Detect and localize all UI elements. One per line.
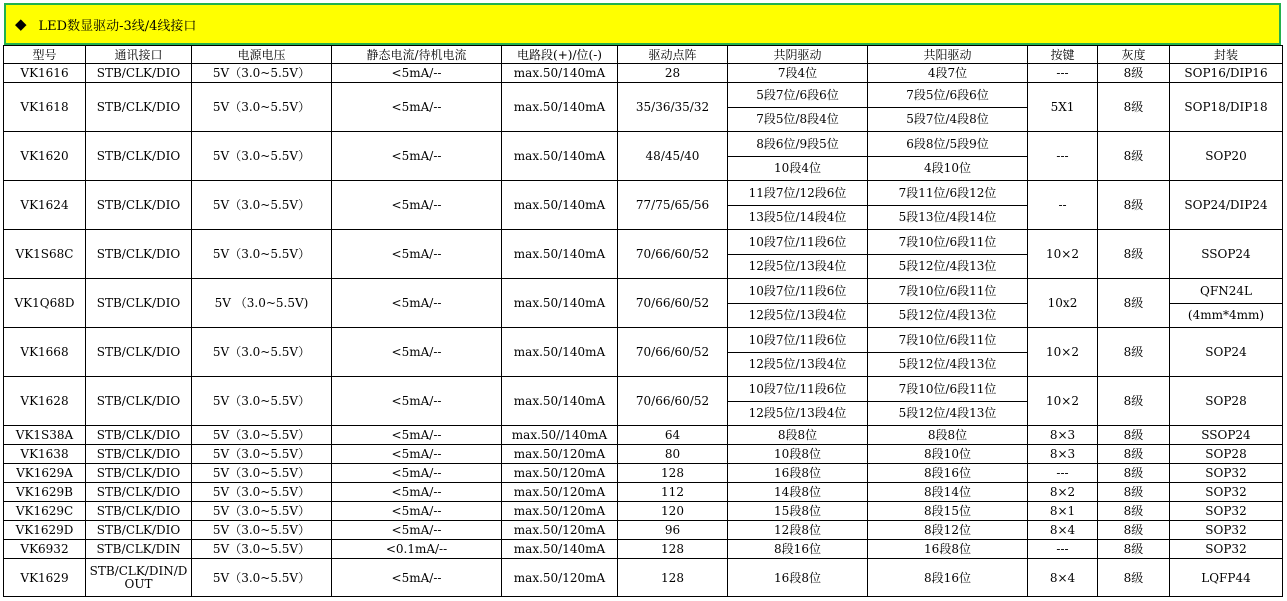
keys-cell: 10x2 xyxy=(1028,279,1098,328)
keys-cell: -- xyxy=(1028,181,1098,230)
circuit-cell: max.50/140mA xyxy=(502,328,618,377)
current-cell: <5mA/-- xyxy=(332,464,502,483)
anode-cell: 8段14位 xyxy=(868,483,1028,502)
cathode-cell: 10段8位 xyxy=(728,445,868,464)
table-row xyxy=(4,464,1283,483)
model-cell: VK1629C xyxy=(4,502,86,521)
cathode-cell: 8段16位 xyxy=(728,540,868,559)
grayscale-cell: 8级 xyxy=(1098,377,1170,426)
keys-cell: 10×2 xyxy=(1028,328,1098,377)
anode-cell-line: 7段10位/6段11位 xyxy=(898,234,997,249)
cathode-cell: 16段8位 xyxy=(728,464,868,483)
keys-cell: 8×4 xyxy=(1028,559,1098,597)
keys-cell: --- xyxy=(1028,64,1098,83)
cathode-cell: 16段8位 xyxy=(728,559,868,597)
voltage-cell: 5V（3.0~5.5V） xyxy=(192,181,332,230)
header-row xyxy=(4,46,1283,64)
interface-cell: STB/CLK/DIO xyxy=(86,279,192,328)
cathode-cell-line: 13段5位/14段4位 xyxy=(728,205,867,230)
interface-cell: STB/CLK/DIO xyxy=(86,426,192,445)
model-cell: VK1668 xyxy=(4,328,86,377)
circuit-cell: max.50/140mA xyxy=(502,377,618,426)
interface-cell: STB/CLK/DIO xyxy=(86,230,192,279)
cathode-cell-line: 12段5位/13段4位 xyxy=(728,254,867,279)
anode-cell xyxy=(868,328,1028,377)
table-row xyxy=(4,181,1283,230)
voltage-cell: 5V （3.0~5.5V) xyxy=(192,279,332,328)
table-row xyxy=(4,426,1283,445)
keys-cell: 5X1 xyxy=(1028,83,1098,132)
table-row xyxy=(4,559,1283,597)
grayscale-cell: 8级 xyxy=(1098,426,1170,445)
matrix-cell: 120 xyxy=(618,502,728,521)
model-cell: VK1Q68D xyxy=(4,279,86,328)
grayscale-cell: 8级 xyxy=(1098,279,1170,328)
title-banner xyxy=(4,3,1281,45)
model-cell: VK6932 xyxy=(4,540,86,559)
anode-cell xyxy=(868,181,1028,230)
voltage-cell: 5V（3.0~5.5V） xyxy=(192,426,332,445)
circuit-cell: max.50/140mA xyxy=(502,279,618,328)
cathode-cell xyxy=(728,132,868,181)
current-cell: <5mA/-- xyxy=(332,426,502,445)
table-row xyxy=(4,64,1283,83)
header-cell: 共阴驱动 xyxy=(728,46,868,64)
voltage-cell: 5V（3.0~5.5V） xyxy=(192,230,332,279)
matrix-cell: 48/45/40 xyxy=(618,132,728,181)
cathode-cell xyxy=(728,230,868,279)
model-cell: VK1629 xyxy=(4,559,86,597)
anode-cell-line: 7段10位/6段11位 xyxy=(898,381,997,396)
model-cell: VK1S68C xyxy=(4,230,86,279)
interface-cell: STB/CLK/DIO xyxy=(86,445,192,464)
grayscale-cell: 8级 xyxy=(1098,230,1170,279)
cathode-cell xyxy=(728,377,868,426)
current-cell: <5mA/-- xyxy=(332,377,502,426)
current-cell: <5mA/-- xyxy=(332,230,502,279)
matrix-cell: 80 xyxy=(618,445,728,464)
grayscale-cell: 8级 xyxy=(1098,181,1170,230)
cathode-cell-line: 8段6位/9段5位 xyxy=(756,136,839,151)
table-row xyxy=(4,502,1283,521)
cathode-cell: 8段8位 xyxy=(728,426,868,445)
circuit-cell: max.50/140mA xyxy=(502,181,618,230)
current-cell: <5mA/-- xyxy=(332,483,502,502)
grayscale-cell: 8级 xyxy=(1098,559,1170,597)
voltage-cell: 5V（3.0~5.5V） xyxy=(192,483,332,502)
anode-cell-line: 5段13位/4段14位 xyxy=(868,205,1027,230)
model-cell: VK1629A xyxy=(4,464,86,483)
keys-cell: --- xyxy=(1028,132,1098,181)
keys-cell: 8×3 xyxy=(1028,445,1098,464)
voltage-cell: 5V（3.0~5.5V） xyxy=(192,83,332,132)
cathode-cell: 7段4位 xyxy=(728,64,868,83)
header-cell: 型号 xyxy=(4,46,86,64)
header-cell: 按键 xyxy=(1028,46,1098,64)
anode-cell-line: 5段12位/4段13位 xyxy=(868,352,1027,377)
table-row xyxy=(4,132,1283,181)
table-row xyxy=(4,328,1283,377)
cathode-cell: 12段8位 xyxy=(728,521,868,540)
anode-cell xyxy=(868,132,1028,181)
circuit-cell: max.50/120mA xyxy=(502,464,618,483)
current-cell: <5mA/-- xyxy=(332,64,502,83)
cathode-cell-line: 5段7位/6段6位 xyxy=(756,87,839,102)
model-cell: VK1629D xyxy=(4,521,86,540)
current-cell: <5mA/-- xyxy=(332,328,502,377)
circuit-cell: max.50//140mA xyxy=(502,426,618,445)
cathode-cell-line: 12段5位/13段4位 xyxy=(728,352,867,377)
package-cell: SOP32 xyxy=(1170,521,1283,540)
grayscale-cell: 8级 xyxy=(1098,540,1170,559)
matrix-cell: 64 xyxy=(618,426,728,445)
cathode-cell-line: 10段7位/11段6位 xyxy=(748,332,847,347)
package-cell: SOP16/DIP16 xyxy=(1170,64,1283,83)
cathode-cell-line: 10段7位/11段6位 xyxy=(748,234,847,249)
matrix-cell: 128 xyxy=(618,464,728,483)
current-cell: <0.1mA/-- xyxy=(332,540,502,559)
table-row xyxy=(4,83,1283,132)
interface-cell: STB/CLK/DIO xyxy=(86,64,192,83)
package-cell: SOP24/DIP24 xyxy=(1170,181,1283,230)
circuit-cell: max.50/120mA xyxy=(502,445,618,464)
anode-cell-line: 6段8位/5段9位 xyxy=(906,136,989,151)
banner-title: LED数显驱动-3线/4线接口 xyxy=(38,18,197,34)
matrix-cell: 128 xyxy=(618,559,728,597)
cathode-cell-line: 10段4位 xyxy=(728,156,867,181)
cathode-cell-line: 12段5位/13段4位 xyxy=(728,303,867,328)
table-row xyxy=(4,521,1283,540)
grayscale-cell: 8级 xyxy=(1098,328,1170,377)
grayscale-cell: 8级 xyxy=(1098,483,1170,502)
voltage-cell: 5V（3.0~5.5V） xyxy=(192,445,332,464)
current-cell: <5mA/-- xyxy=(332,279,502,328)
package-cell: SOP24 xyxy=(1170,328,1283,377)
anode-cell-line: 7段10位/6段11位 xyxy=(898,332,997,347)
package-cell: SOP28 xyxy=(1170,377,1283,426)
anode-cell: 8段10位 xyxy=(868,445,1028,464)
anode-cell: 16段8位 xyxy=(868,540,1028,559)
grayscale-cell: 8级 xyxy=(1098,64,1170,83)
grayscale-cell: 8级 xyxy=(1098,132,1170,181)
cathode-cell xyxy=(728,328,868,377)
voltage-cell: 5V（3.0~5.5V） xyxy=(192,64,332,83)
table-body xyxy=(4,64,1283,597)
circuit-cell: max.50/140mA xyxy=(502,64,618,83)
anode-cell xyxy=(868,83,1028,132)
grayscale-cell: 8级 xyxy=(1098,521,1170,540)
current-cell: <5mA/-- xyxy=(332,445,502,464)
package-cell: SOP32 xyxy=(1170,540,1283,559)
keys-cell: 8×3 xyxy=(1028,426,1098,445)
anode-cell xyxy=(868,377,1028,426)
circuit-cell: max.50/140mA xyxy=(502,132,618,181)
circuit-cell: max.50/120mA xyxy=(502,559,618,597)
spec-table xyxy=(3,45,1283,597)
anode-cell: 8段15位 xyxy=(868,502,1028,521)
cathode-cell-line: 7段5位/8段4位 xyxy=(728,107,867,132)
anode-cell-line: 7段10位/6段11位 xyxy=(898,283,997,298)
package-cell: SOP32 xyxy=(1170,464,1283,483)
anode-cell: 4段7位 xyxy=(868,64,1028,83)
model-cell: VK1620 xyxy=(4,132,86,181)
anode-cell-line: 5段7位/4段8位 xyxy=(868,107,1027,132)
package-cell: SSOP24 xyxy=(1170,230,1283,279)
header-cell: 通讯接口 xyxy=(86,46,192,64)
header-cell: 灰度 xyxy=(1098,46,1170,64)
grayscale-cell: 8级 xyxy=(1098,502,1170,521)
matrix-cell: 70/66/60/52 xyxy=(618,328,728,377)
grayscale-cell: 8级 xyxy=(1098,445,1170,464)
package-cell: LQFP44 xyxy=(1170,559,1283,597)
table-row xyxy=(4,230,1283,279)
package-cell-line: (4mm*4mm) xyxy=(1170,303,1282,328)
voltage-cell: 5V（3.0~5.5V） xyxy=(192,464,332,483)
matrix-cell: 77/75/65/56 xyxy=(618,181,728,230)
circuit-cell: max.50/120mA xyxy=(502,502,618,521)
current-cell: <5mA/-- xyxy=(332,502,502,521)
table-row xyxy=(4,377,1283,426)
interface-cell: STB/CLK/DIO xyxy=(86,328,192,377)
anode-cell-line: 5段12位/4段13位 xyxy=(868,401,1027,426)
voltage-cell: 5V（3.0~5.5V） xyxy=(192,521,332,540)
model-cell: VK1624 xyxy=(4,181,86,230)
header-cell: 共阳驱动 xyxy=(868,46,1028,64)
header-cell: 驱动点阵 xyxy=(618,46,728,64)
matrix-cell: 70/66/60/52 xyxy=(618,279,728,328)
header-cell: 封装 xyxy=(1170,46,1283,64)
anode-cell xyxy=(868,279,1028,328)
anode-cell xyxy=(868,230,1028,279)
circuit-cell: max.50/120mA xyxy=(502,521,618,540)
keys-cell: 10×2 xyxy=(1028,230,1098,279)
interface-cell: STB/CLK/DIO xyxy=(86,502,192,521)
circuit-cell: max.50/140mA xyxy=(502,540,618,559)
diamond-icon: ◆ xyxy=(15,15,27,33)
package-cell xyxy=(1170,279,1283,328)
cathode-cell: 15段8位 xyxy=(728,502,868,521)
cathode-cell: 14段8位 xyxy=(728,483,868,502)
circuit-cell: max.50/140mA xyxy=(502,230,618,279)
matrix-cell: 96 xyxy=(618,521,728,540)
cathode-cell xyxy=(728,83,868,132)
anode-cell-line: 7段5位/6段6位 xyxy=(906,87,989,102)
cathode-cell-line: 11段7位/12段6位 xyxy=(748,185,847,200)
voltage-cell: 5V（3.0~5.5V） xyxy=(192,328,332,377)
current-cell: <5mA/-- xyxy=(332,559,502,597)
current-cell: <5mA/-- xyxy=(332,132,502,181)
anode-cell: 8段8位 xyxy=(868,426,1028,445)
cathode-cell xyxy=(728,279,868,328)
interface-cell: STB/CLK/DIO xyxy=(86,83,192,132)
cathode-cell-line: 10段7位/11段6位 xyxy=(748,283,847,298)
interface-cell: STB/CLK/DIO xyxy=(86,181,192,230)
voltage-cell: 5V（3.0~5.5V） xyxy=(192,540,332,559)
keys-cell: --- xyxy=(1028,540,1098,559)
voltage-cell: 5V（3.0~5.5V） xyxy=(192,377,332,426)
model-cell: VK1618 xyxy=(4,83,86,132)
model-cell: VK1638 xyxy=(4,445,86,464)
interface-cell: STB/CLK/DIO xyxy=(86,464,192,483)
keys-cell: 10×2 xyxy=(1028,377,1098,426)
interface-cell: STB/CLK/DIO xyxy=(86,483,192,502)
table-row xyxy=(4,445,1283,464)
grayscale-cell: 8级 xyxy=(1098,83,1170,132)
table-row xyxy=(4,540,1283,559)
package-cell: SOP32 xyxy=(1170,502,1283,521)
anode-cell: 8段12位 xyxy=(868,521,1028,540)
voltage-cell: 5V（3.0~5.5V） xyxy=(192,559,332,597)
grayscale-cell: 8级 xyxy=(1098,464,1170,483)
interface-cell: STB/CLK/DIN/DOUT xyxy=(86,559,192,597)
current-cell: <5mA/-- xyxy=(332,181,502,230)
package-cell-line: QFN24L xyxy=(1200,283,1252,298)
circuit-cell: max.50/140mA xyxy=(502,83,618,132)
keys-cell: 8×2 xyxy=(1028,483,1098,502)
matrix-cell: 70/66/60/52 xyxy=(618,230,728,279)
current-cell: <5mA/-- xyxy=(332,521,502,540)
package-cell: SOP28 xyxy=(1170,445,1283,464)
interface-cell: STB/CLK/DIO xyxy=(86,521,192,540)
table-row xyxy=(4,483,1283,502)
anode-cell-line: 5段12位/4段13位 xyxy=(868,303,1027,328)
matrix-cell: 128 xyxy=(618,540,728,559)
cathode-cell-line: 12段5位/13段4位 xyxy=(728,401,867,426)
model-cell: VK1S38A xyxy=(4,426,86,445)
header-cell: 电路段(+)/位(-) xyxy=(502,46,618,64)
current-cell: <5mA/-- xyxy=(332,83,502,132)
model-cell: VK1629B xyxy=(4,483,86,502)
cathode-cell-line: 10段7位/11段6位 xyxy=(748,381,847,396)
header-cell: 电源电压 xyxy=(192,46,332,64)
voltage-cell: 5V（3.0~5.5V） xyxy=(192,132,332,181)
matrix-cell: 35/36/35/32 xyxy=(618,83,728,132)
interface-cell: STB/CLK/DIN xyxy=(86,540,192,559)
anode-cell-line: 7段11位/6段12位 xyxy=(898,185,997,200)
anode-cell: 8段16位 xyxy=(868,559,1028,597)
interface-cell: STB/CLK/DIO xyxy=(86,377,192,426)
model-cell: VK1628 xyxy=(4,377,86,426)
voltage-cell: 5V（3.0~5.5V） xyxy=(192,502,332,521)
anode-cell-line: 5段12位/4段13位 xyxy=(868,254,1027,279)
header-cell: 静态电流/待机电流 xyxy=(332,46,502,64)
cathode-cell xyxy=(728,181,868,230)
keys-cell: 8×1 xyxy=(1028,502,1098,521)
keys-cell: 8×4 xyxy=(1028,521,1098,540)
circuit-cell: max.50/120mA xyxy=(502,483,618,502)
model-cell: VK1616 xyxy=(4,64,86,83)
anode-cell: 8段16位 xyxy=(868,464,1028,483)
anode-cell-line: 4段10位 xyxy=(868,156,1027,181)
package-cell: SSOP24 xyxy=(1170,426,1283,445)
package-cell: SOP20 xyxy=(1170,132,1283,181)
matrix-cell: 70/66/60/52 xyxy=(618,377,728,426)
package-cell: SOP32 xyxy=(1170,483,1283,502)
keys-cell: --- xyxy=(1028,464,1098,483)
table-row xyxy=(4,279,1283,328)
interface-cell: STB/CLK/DIO xyxy=(86,132,192,181)
matrix-cell: 112 xyxy=(618,483,728,502)
package-cell: SOP18/DIP18 xyxy=(1170,83,1283,132)
matrix-cell: 28 xyxy=(618,64,728,83)
